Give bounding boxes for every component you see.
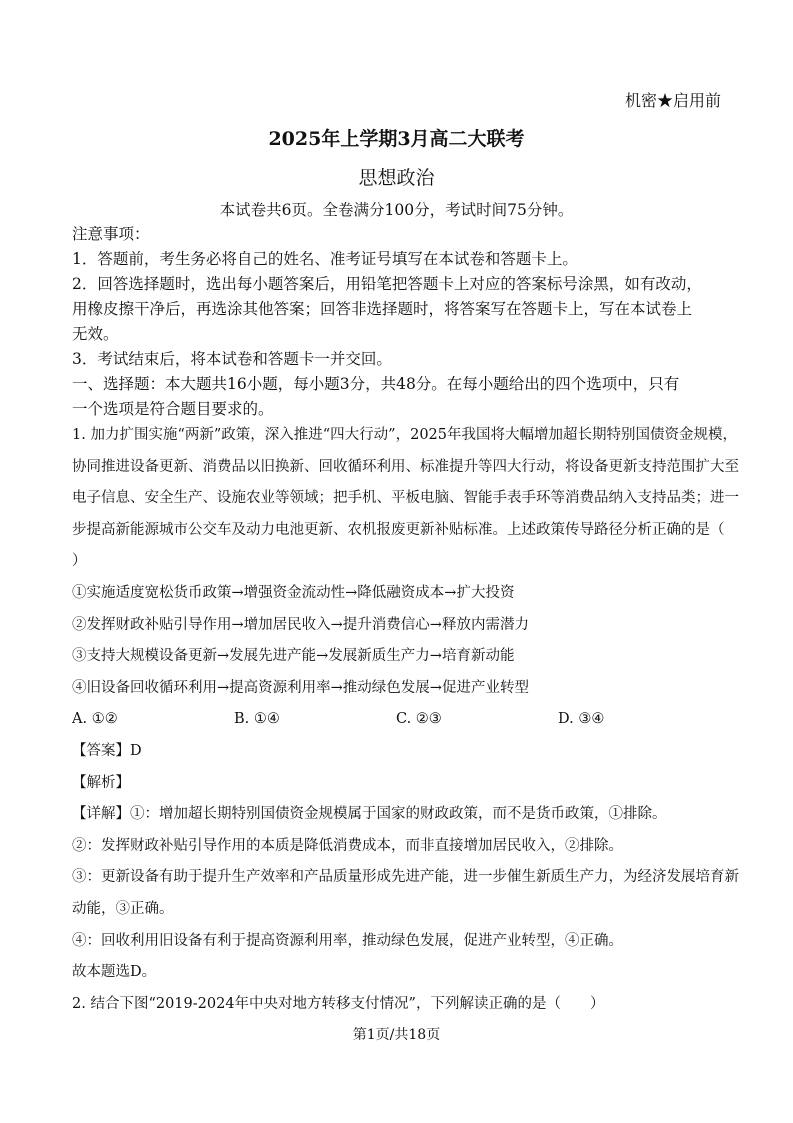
q1-stem-line-3: 电子信息、安全生产、设施农业等领域；把手机、平板电脑、智能手表手环等消费品纳入支持品类；进一 — [72, 490, 739, 507]
q1-option-a: A. ①② — [72, 711, 118, 728]
q1-options — [72, 704, 732, 736]
section-heading-line-1: 一、选择题：本大题共16小题，每小题3分，共48分。在每小题给出的四个选项中，只有 — [72, 375, 680, 393]
notes-item-2-line-1: 2．回答选择题时，选出每小题答案后，用铅笔把答题卡上对应的答案标号涂黑，如有改动， — [72, 275, 702, 293]
q1-detail-3-line-2: 动能，③正确。 — [72, 900, 174, 917]
notes-heading: 注意事项： — [72, 225, 150, 243]
q1-stem-line-5: ） — [72, 553, 87, 570]
notes-item-1: 1．答题前，考生务必将自己的姓名、准考证号填写在本试卷和答题卡上。 — [72, 250, 578, 268]
q1-statement-2: ②发挥财政补贴引导作用→增加居民收入→提升消费信心→释放内需潜力 — [72, 616, 529, 633]
q1-answer: 【答案】D — [72, 742, 142, 759]
exam-title: 2025年上学期3月高二大联考 — [268, 128, 525, 150]
notes-section — [72, 222, 724, 422]
q1-detail-3-line-1: ③：更新设备有助于提升生产效率和产品质量形成先进产能，进一步催生新质生产力，为经济发展培育新 — [72, 869, 739, 886]
page-number: 第1页/共18页 — [352, 1027, 441, 1043]
exam-info: 本试卷共6页。全卷满分100分，考试时间75分钟。 — [219, 201, 574, 219]
q1-stem-line-2: 协同推进设备更新、消费品以旧换新、回收循环利用、标准提升等四大行动，将设备更新支持范围扩大至 — [72, 458, 739, 475]
q1-option-b: B. ①④ — [234, 711, 280, 728]
q1-stem-line-1: 1. 加力扩围实施“两新”政策，深入推进“四大行动”，2025年我国将大幅增加超长期特别国债资金规模， — [72, 427, 737, 443]
notes-item-3: 3．考试结束后，将本试卷和答题卡一并交回。 — [72, 350, 392, 368]
q1-statement-3: ③支持大规模设备更新→发展先进产能→发展新质生产力→培育新动能 — [72, 648, 515, 665]
q1-detail-1: 【详解】①：增加超长期特别国债资金规模属于国家的财政政策，而不是货币政策，①排除。 — [72, 806, 667, 823]
section-heading-line-2: 一个选项是符合题目要求的。 — [72, 400, 274, 418]
q1-option-d: D. ③④ — [558, 711, 605, 728]
q1-option-c: C. ②③ — [396, 711, 442, 728]
q1-conclusion: 故本题选D。 — [72, 964, 157, 981]
question-1 — [72, 420, 739, 1020]
q1-statement-1: ①实施适度宽松货币政策→增强资金流动性→降低融资成本→扩大投资 — [72, 584, 515, 601]
q1-detail-4: ④：回收利用旧设备有利于提高资源利用率，推动绿色发展，促进产业转型，④正确。 — [72, 932, 623, 949]
q1-analysis-heading: 【解析】 — [72, 774, 130, 791]
q1-detail-2: ②：发挥财政补贴引导作用的本质是降低消费成本，而非直接增加居民收入，②排除。 — [72, 837, 623, 854]
q1-statement-4: ④旧设备回收循环利用→提高资源利用率→推动绿色发展→促进产业转型 — [72, 679, 529, 696]
q1-stem-line-4: 步提高新能源城市公交车及动力电池更新、农机报废更新补贴标准。上述政策传导路径分析正确的是（ — [72, 521, 725, 538]
confidential-mark: 机密★启用前 — [624, 91, 721, 110]
notes-item-2-line-3: 无效。 — [72, 325, 119, 343]
notes-item-2-line-2: 用橡皮擦干净后，再选涂其他答案；回答非选择题时，将答案写在答题卡上，写在本试卷上 — [72, 300, 693, 318]
subject-title: 思想政治 — [358, 167, 435, 189]
q2-stem: 2. 结合下图“2019-2024年中央对地方转移支付情况”，下列解读正确的是（ ） — [72, 995, 605, 1012]
